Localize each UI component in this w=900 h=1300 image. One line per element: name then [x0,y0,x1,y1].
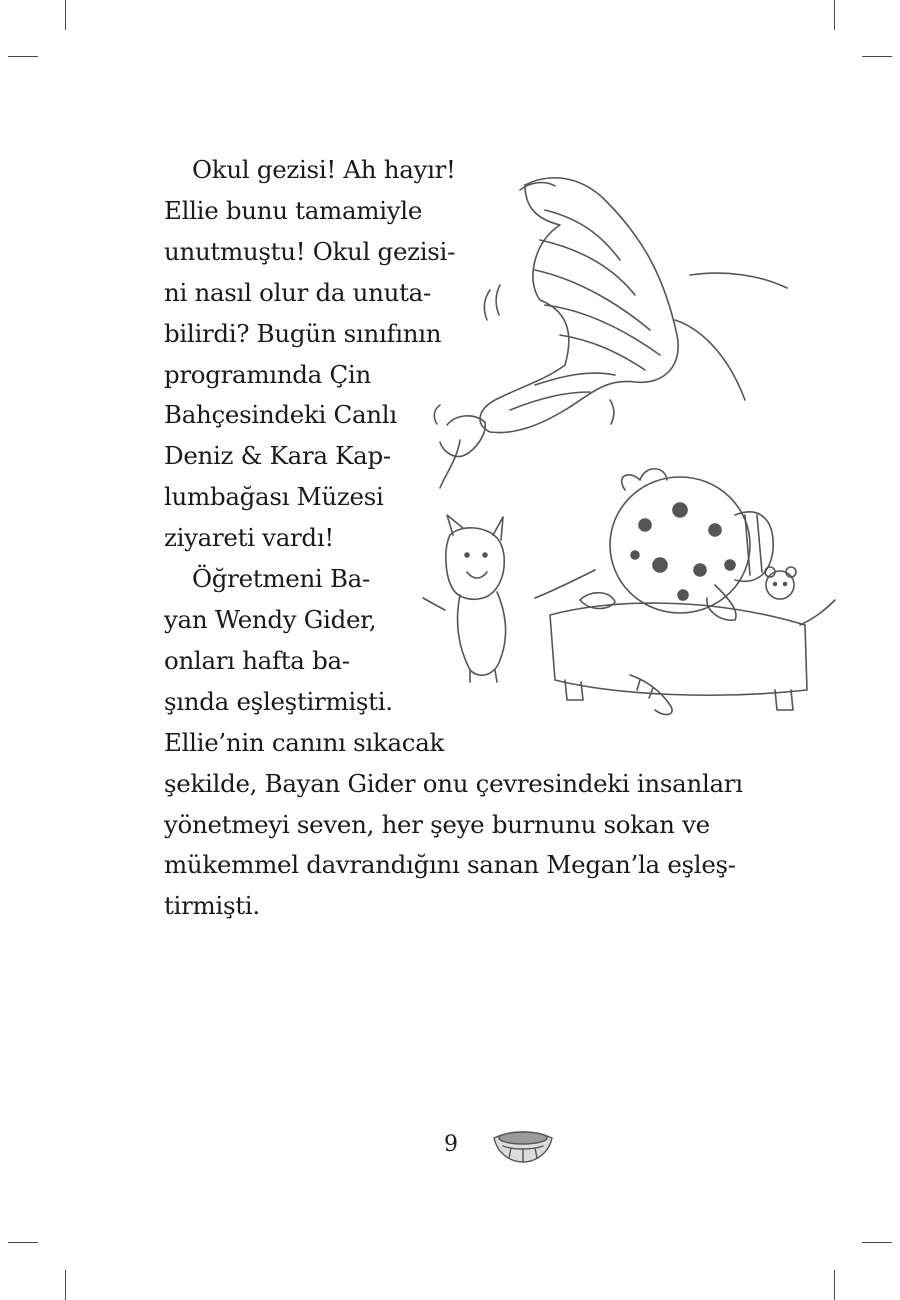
text-line: Bahçesindeki Canlı [164,400,397,430]
page-number: 9 [444,1132,458,1157]
text-line: ni nasıl olur da unuta- [164,277,431,307]
text-line: bilirdi? Bugün sınıfının [164,318,442,348]
dog-icon [423,515,506,682]
text-line: Ellie’nin canını sıkacak [164,727,445,757]
text-line: onları hafta ba- [164,645,350,675]
text-line: unutmuştu! Okul gezisi- [164,236,456,266]
text-line: Okul gezisi! Ah hayır! [192,155,456,184]
crop-mark [834,1270,835,1300]
text-line: yan Wendy Gider, [164,604,377,634]
text-line: ziyareti vardı! [164,523,334,553]
crop-mark [834,0,835,30]
text-line: şekilde, Bayan Gider onu çevresindeki insanları [164,768,743,798]
text-line: lumbağası Müzesi [164,482,384,512]
blanket-icon [434,178,787,488]
sketch-illustration-icon [415,170,845,730]
turtle-shell-bowl-icon [491,1124,555,1170]
text-line: tirmişti. [164,891,260,921]
crop-mark [8,56,38,57]
crop-mark [65,1270,66,1300]
text-line: programında Çin [164,359,371,389]
crop-mark [862,56,892,57]
text-line: mükemmel davrandığını sanan Megan’la eşleş- [164,850,736,880]
text-line: şında eşleştirmişti. [164,686,393,716]
crop-mark [8,1242,38,1243]
bed-icon [535,469,835,715]
text-line: Öğretmeni Ba- [192,564,370,594]
text-line: Ellie bunu tamamiyle [164,195,423,225]
crop-mark [862,1242,892,1243]
text-line: yönetmeyi seven, her şeye burnunu sokan ve [164,809,710,839]
crop-mark [65,0,66,30]
text-line: Deniz & Kara Kap- [164,441,391,471]
